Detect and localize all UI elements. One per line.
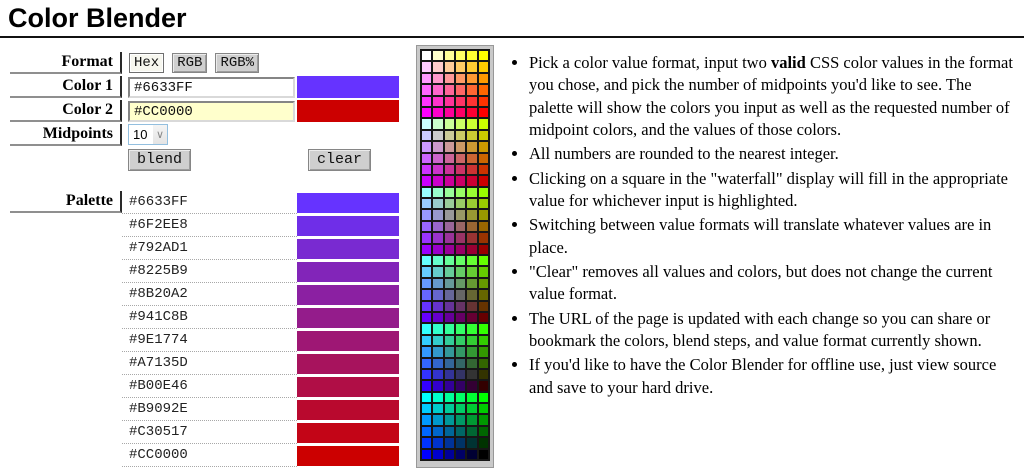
waterfall-cell[interactable] — [422, 62, 431, 71]
waterfall-cell[interactable] — [467, 267, 476, 276]
waterfall-cell[interactable] — [433, 51, 442, 60]
waterfall-cell[interactable] — [479, 302, 488, 311]
waterfall-cell[interactable] — [467, 108, 476, 117]
waterfall-cell[interactable] — [467, 85, 476, 94]
waterfall-cell[interactable] — [479, 450, 488, 459]
waterfall-cell[interactable] — [456, 404, 465, 413]
format-button-rgbpct[interactable]: RGB% — [215, 53, 259, 73]
waterfall-cell[interactable] — [456, 324, 465, 333]
waterfall-cell[interactable] — [422, 131, 431, 140]
waterfall-cell[interactable] — [433, 256, 442, 265]
waterfall-cell[interactable] — [467, 313, 476, 322]
waterfall-cell[interactable] — [479, 347, 488, 356]
instruction-item: • All numbers are rounded to the nearest integer. — [529, 143, 1014, 165]
waterfall-cell[interactable] — [467, 51, 476, 60]
instruction-item: • "Clear" removes all values and colors, but does not change the current value format. — [529, 261, 1014, 306]
waterfall-cell[interactable] — [433, 165, 442, 174]
palette-row — [122, 421, 399, 444]
waterfall-cell[interactable] — [422, 233, 431, 242]
waterfall-cell[interactable] — [467, 131, 476, 140]
waterfall-cell[interactable] — [479, 199, 488, 208]
clear-button[interactable]: clear — [308, 149, 371, 171]
waterfall-cell[interactable] — [433, 415, 442, 424]
waterfall-cell[interactable] — [456, 51, 465, 60]
waterfall-cell[interactable] — [433, 97, 442, 106]
waterfall-cell[interactable] — [433, 85, 442, 94]
palette-row — [122, 237, 399, 260]
waterfall-cell[interactable] — [479, 404, 488, 413]
palette-hex-value: #8225B9 — [122, 260, 297, 283]
waterfall-cell[interactable] — [433, 199, 442, 208]
waterfall-cell[interactable] — [422, 450, 431, 459]
waterfall-cell[interactable] — [456, 347, 465, 356]
waterfall-cell[interactable] — [433, 336, 442, 345]
palette-rows — [122, 191, 399, 467]
waterfall-cell[interactable] — [433, 267, 442, 276]
waterfall-cell[interactable] — [456, 154, 465, 163]
waterfall-cell[interactable] — [445, 233, 454, 242]
format-button-rgb[interactable]: RGB — [172, 53, 207, 73]
color1-label: Color 1 — [10, 76, 122, 98]
page-title: Color Blender — [0, 0, 1024, 38]
waterfall-cell[interactable] — [456, 108, 465, 117]
waterfall-cell[interactable] — [445, 176, 454, 185]
waterfall-cell[interactable] — [433, 119, 442, 128]
waterfall-cell[interactable] — [445, 393, 454, 402]
waterfall-cell[interactable] — [456, 256, 465, 265]
waterfall-cell[interactable] — [445, 222, 454, 231]
format-label: Format — [10, 52, 122, 74]
waterfall-cell[interactable] — [479, 415, 488, 424]
waterfall-cell[interactable] — [422, 108, 431, 117]
waterfall-cell[interactable] — [467, 279, 476, 288]
waterfall-cell[interactable] — [445, 427, 454, 436]
waterfall-cell[interactable] — [422, 245, 431, 254]
waterfall-cell[interactable] — [433, 108, 442, 117]
blend-button[interactable]: blend — [128, 149, 191, 171]
palette-hex-value: #C30517 — [122, 421, 297, 444]
waterfall-cell[interactable] — [456, 427, 465, 436]
waterfall-cell[interactable] — [445, 74, 454, 83]
palette-hex-value: #6F2EE8 — [122, 214, 297, 237]
instructions-list — [508, 52, 1014, 399]
waterfall-cell[interactable] — [479, 313, 488, 322]
waterfall-cell[interactable] — [445, 370, 454, 379]
waterfall-cell[interactable] — [445, 415, 454, 424]
waterfall-cell[interactable] — [467, 290, 476, 299]
waterfall-cell[interactable] — [479, 233, 488, 242]
midpoints-select[interactable] — [128, 124, 168, 145]
palette-row — [122, 191, 399, 214]
instruction-item: • Switching between value formats will translate whatever values are in place. — [529, 214, 1014, 259]
waterfall-cell[interactable] — [479, 142, 488, 151]
palette-row — [122, 329, 399, 352]
waterfall-cell[interactable] — [467, 381, 476, 390]
instruction-item: • Clicking on a square in the "waterfall" display will fill in the appropriate value for whichever input is highlighted. — [529, 168, 1014, 213]
waterfall-cell[interactable] — [422, 415, 431, 424]
palette-swatch — [297, 446, 399, 466]
color1-input[interactable] — [128, 77, 295, 98]
waterfall-cell[interactable] — [445, 108, 454, 117]
waterfall-cell[interactable] — [445, 324, 454, 333]
color2-swatch — [297, 100, 399, 122]
waterfall-cell[interactable] — [422, 347, 431, 356]
waterfall-cell[interactable] — [433, 62, 442, 71]
waterfall-cell[interactable] — [422, 154, 431, 163]
instructions-panel — [508, 52, 1014, 401]
waterfall-cell[interactable] — [456, 74, 465, 83]
waterfall-cell[interactable] — [433, 302, 442, 311]
waterfall-cell[interactable] — [422, 290, 431, 299]
palette-swatch — [297, 216, 399, 236]
palette-swatch — [297, 377, 399, 397]
waterfall-cell[interactable] — [422, 85, 431, 94]
waterfall-cell[interactable] — [422, 438, 431, 447]
waterfall-cell[interactable] — [422, 302, 431, 311]
waterfall-cell[interactable] — [433, 427, 442, 436]
chevron-down-icon: ∨ — [153, 125, 167, 144]
waterfall-cell[interactable] — [479, 165, 488, 174]
palette-hex-value: #941C8B — [122, 306, 297, 329]
waterfall-cell[interactable] — [456, 222, 465, 231]
palette-hex-value: #B9092E — [122, 398, 297, 421]
waterfall-cell[interactable] — [422, 165, 431, 174]
palette-row — [122, 375, 399, 398]
waterfall-cell[interactable] — [433, 245, 442, 254]
waterfall-cell[interactable] — [422, 176, 431, 185]
palette-swatch — [297, 308, 399, 328]
waterfall-cell[interactable] — [445, 154, 454, 163]
waterfall-cell[interactable] — [445, 450, 454, 459]
waterfall-cell[interactable] — [479, 119, 488, 128]
waterfall-cell[interactable] — [467, 233, 476, 242]
waterfall-cell[interactable] — [467, 427, 476, 436]
waterfall-panel — [416, 45, 494, 468]
palette-swatch — [297, 239, 399, 259]
midpoints-value: 10 — [133, 127, 148, 142]
waterfall-cell[interactable] — [479, 108, 488, 117]
waterfall-cell[interactable] — [433, 393, 442, 402]
waterfall-cell[interactable] — [467, 176, 476, 185]
palette-row — [122, 214, 399, 237]
palette-swatch — [297, 400, 399, 420]
waterfall-cell[interactable] — [433, 279, 442, 288]
palette-row — [122, 260, 399, 283]
format-button-hex[interactable]: Hex — [129, 53, 164, 73]
waterfall-cell[interactable] — [445, 279, 454, 288]
waterfall-cell[interactable] — [456, 290, 465, 299]
palette-row — [122, 283, 399, 306]
waterfall-cell[interactable] — [456, 267, 465, 276]
waterfall-cell[interactable] — [433, 154, 442, 163]
palette-row — [122, 352, 399, 375]
waterfall-cell[interactable] — [456, 165, 465, 174]
waterfall-cell[interactable] — [422, 97, 431, 106]
waterfall-cell[interactable] — [479, 97, 488, 106]
waterfall-grid — [420, 49, 490, 461]
waterfall-cell[interactable] — [445, 142, 454, 151]
waterfall-cell[interactable] — [479, 74, 488, 83]
waterfall-cell[interactable] — [467, 438, 476, 447]
waterfall-cell[interactable] — [479, 222, 488, 231]
waterfall-cell[interactable] — [433, 381, 442, 390]
waterfall-cell[interactable] — [456, 119, 465, 128]
waterfall-cell[interactable] — [479, 188, 488, 197]
waterfall-cell[interactable] — [422, 370, 431, 379]
waterfall-cell[interactable] — [433, 450, 442, 459]
waterfall-cell[interactable] — [467, 302, 476, 311]
palette-hex-value: #6633FF — [122, 191, 297, 214]
waterfall-cell[interactable] — [479, 51, 488, 60]
waterfall-cell[interactable] — [433, 324, 442, 333]
waterfall-cell[interactable] — [456, 302, 465, 311]
waterfall-cell[interactable] — [479, 370, 488, 379]
waterfall-cell[interactable] — [433, 210, 442, 219]
waterfall-cell[interactable] — [422, 393, 431, 402]
palette-label: Palette — [10, 191, 122, 213]
waterfall-cell[interactable] — [422, 267, 431, 276]
waterfall-cell[interactable] — [467, 188, 476, 197]
waterfall-cell[interactable] — [467, 359, 476, 368]
waterfall-cell[interactable] — [467, 347, 476, 356]
waterfall-cell[interactable] — [433, 347, 442, 356]
waterfall-cell[interactable] — [467, 404, 476, 413]
palette-hex-value: #CC0000 — [122, 444, 297, 467]
color2-label: Color 2 — [10, 100, 122, 122]
palette-swatch — [297, 285, 399, 305]
waterfall-cell[interactable] — [456, 438, 465, 447]
waterfall-cell[interactable] — [467, 210, 476, 219]
waterfall-cell[interactable] — [422, 359, 431, 368]
waterfall-cell[interactable] — [479, 359, 488, 368]
palette-swatch — [297, 193, 399, 213]
palette-swatch — [297, 262, 399, 282]
palette-swatch — [297, 354, 399, 374]
waterfall-cell[interactable] — [479, 256, 488, 265]
waterfall-cell[interactable] — [433, 370, 442, 379]
waterfall-cell[interactable] — [456, 210, 465, 219]
waterfall-cell[interactable] — [479, 62, 488, 71]
waterfall-cell[interactable] — [422, 119, 431, 128]
waterfall-cell[interactable] — [467, 256, 476, 265]
waterfall-cell[interactable] — [445, 290, 454, 299]
waterfall-cell[interactable] — [422, 404, 431, 413]
waterfall-cell[interactable] — [479, 279, 488, 288]
palette-hex-value: #8B20A2 — [122, 283, 297, 306]
waterfall-cell[interactable] — [467, 74, 476, 83]
palette-swatch — [297, 331, 399, 351]
waterfall-cell[interactable] — [445, 210, 454, 219]
waterfall-cell[interactable] — [445, 381, 454, 390]
waterfall-cell[interactable] — [456, 131, 465, 140]
waterfall-cell[interactable] — [445, 438, 454, 447]
waterfall-cell[interactable] — [479, 393, 488, 402]
waterfall-cell[interactable] — [467, 415, 476, 424]
midpoints-label: Midpoints — [10, 124, 122, 146]
waterfall-cell[interactable] — [422, 427, 431, 436]
waterfall-cell[interactable] — [422, 313, 431, 322]
waterfall-cell[interactable] — [467, 165, 476, 174]
waterfall-cell[interactable] — [479, 154, 488, 163]
waterfall-cell[interactable] — [456, 142, 465, 151]
waterfall-cell[interactable] — [479, 290, 488, 299]
waterfall-cell[interactable] — [456, 393, 465, 402]
waterfall-cell[interactable] — [433, 131, 442, 140]
waterfall-cell[interactable] — [445, 313, 454, 322]
waterfall-cell[interactable] — [433, 188, 442, 197]
waterfall-cell[interactable] — [456, 415, 465, 424]
waterfall-cell[interactable] — [433, 313, 442, 322]
waterfall-cell[interactable] — [422, 324, 431, 333]
waterfall-cell[interactable] — [422, 74, 431, 83]
format-buttons — [129, 53, 259, 73]
waterfall-cell[interactable] — [445, 199, 454, 208]
waterfall-cell[interactable] — [422, 256, 431, 265]
palette-row — [122, 306, 399, 329]
waterfall-cell[interactable] — [445, 62, 454, 71]
waterfall-cell[interactable] — [467, 119, 476, 128]
waterfall-cell[interactable] — [445, 165, 454, 174]
waterfall-cell[interactable] — [479, 427, 488, 436]
waterfall-cell[interactable] — [479, 210, 488, 219]
waterfall-cell[interactable] — [479, 267, 488, 276]
waterfall-cell[interactable] — [445, 97, 454, 106]
waterfall-cell[interactable] — [433, 233, 442, 242]
waterfall-cell[interactable] — [422, 336, 431, 345]
palette-hex-value: #A7135D — [122, 352, 297, 375]
waterfall-cell[interactable] — [456, 381, 465, 390]
waterfall-cell[interactable] — [467, 62, 476, 71]
waterfall-cell[interactable] — [422, 210, 431, 219]
waterfall-cell[interactable] — [433, 404, 442, 413]
waterfall-cell[interactable] — [456, 62, 465, 71]
waterfall-cell[interactable] — [422, 279, 431, 288]
waterfall-cell[interactable] — [445, 359, 454, 368]
waterfall-cell[interactable] — [467, 222, 476, 231]
waterfall-cell[interactable] — [445, 188, 454, 197]
waterfall-cell[interactable] — [467, 324, 476, 333]
waterfall-cell[interactable] — [445, 131, 454, 140]
waterfall-cell[interactable] — [433, 438, 442, 447]
waterfall-cell[interactable] — [467, 370, 476, 379]
waterfall-cell[interactable] — [479, 131, 488, 140]
color1-swatch — [297, 76, 399, 98]
waterfall-cell[interactable] — [467, 450, 476, 459]
waterfall-cell[interactable] — [479, 336, 488, 345]
instruction-item: • Pick a color value format, input two valid CSS color values in the format you chose, and pick the number of midpoints you'd like to see. The palette will show the colors you input as well as the requested number of midpoint colors, and the values of those colors. — [529, 52, 1014, 141]
waterfall-cell[interactable] — [467, 336, 476, 345]
waterfall-cell[interactable] — [479, 324, 488, 333]
waterfall-cell[interactable] — [422, 222, 431, 231]
waterfall-cell[interactable] — [422, 142, 431, 151]
palette-row — [122, 398, 399, 421]
waterfall-cell[interactable] — [456, 370, 465, 379]
waterfall-cell[interactable] — [433, 222, 442, 231]
waterfall-cell[interactable] — [445, 51, 454, 60]
waterfall-cell[interactable] — [456, 279, 465, 288]
waterfall-cell[interactable] — [433, 142, 442, 151]
waterfall-cell[interactable] — [456, 233, 465, 242]
palette-swatch — [297, 423, 399, 443]
waterfall-cell[interactable] — [456, 199, 465, 208]
waterfall-cell[interactable] — [456, 245, 465, 254]
waterfall-cell[interactable] — [456, 85, 465, 94]
waterfall-cell[interactable] — [433, 74, 442, 83]
waterfall-cell[interactable] — [479, 176, 488, 185]
waterfall-cell[interactable] — [422, 199, 431, 208]
waterfall-cell[interactable] — [445, 245, 454, 254]
color2-input[interactable] — [128, 101, 295, 122]
waterfall-cell[interactable] — [433, 176, 442, 185]
waterfall-cell[interactable] — [456, 313, 465, 322]
waterfall-cell[interactable] — [422, 188, 431, 197]
waterfall-cell[interactable] — [456, 359, 465, 368]
instruction-item: • If you'd like to have the Color Blender for offline use, just view source and save to your hard drive. — [529, 354, 1014, 399]
waterfall-cell[interactable] — [467, 393, 476, 402]
waterfall-cell[interactable] — [479, 85, 488, 94]
waterfall-cell[interactable] — [479, 438, 488, 447]
palette-hex-value: #B00E46 — [122, 375, 297, 398]
instruction-item: • The URL of the page is updated with each change so you can share or bookmark the colors, blend steps, and value format currently shown. — [529, 308, 1014, 353]
waterfall-cell[interactable] — [445, 267, 454, 276]
waterfall-cell[interactable] — [456, 97, 465, 106]
waterfall-cell[interactable] — [456, 336, 465, 345]
waterfall-cell[interactable] — [456, 450, 465, 459]
waterfall-cell[interactable] — [456, 176, 465, 185]
waterfall-cell[interactable] — [467, 154, 476, 163]
waterfall-cell[interactable] — [467, 199, 476, 208]
waterfall-cell[interactable] — [445, 119, 454, 128]
waterfall-cell[interactable] — [445, 347, 454, 356]
waterfall-cell[interactable] — [445, 85, 454, 94]
palette-row — [122, 444, 399, 467]
palette-hex-value: #9E1774 — [122, 329, 297, 352]
waterfall-cell[interactable] — [422, 381, 431, 390]
waterfall-cell[interactable] — [467, 142, 476, 151]
waterfall-cell[interactable] — [433, 359, 442, 368]
waterfall-cell[interactable] — [467, 97, 476, 106]
waterfall-cell[interactable] — [479, 245, 488, 254]
waterfall-cell[interactable] — [445, 256, 454, 265]
palette-hex-value: #792AD1 — [122, 237, 297, 260]
waterfall-cell[interactable] — [445, 302, 454, 311]
waterfall-cell[interactable] — [433, 290, 442, 299]
waterfall-cell[interactable] — [456, 188, 465, 197]
waterfall-cell[interactable] — [479, 381, 488, 390]
waterfall-cell[interactable] — [445, 336, 454, 345]
waterfall-cell[interactable] — [467, 245, 476, 254]
waterfall-cell[interactable] — [445, 404, 454, 413]
waterfall-cell[interactable] — [422, 51, 431, 60]
